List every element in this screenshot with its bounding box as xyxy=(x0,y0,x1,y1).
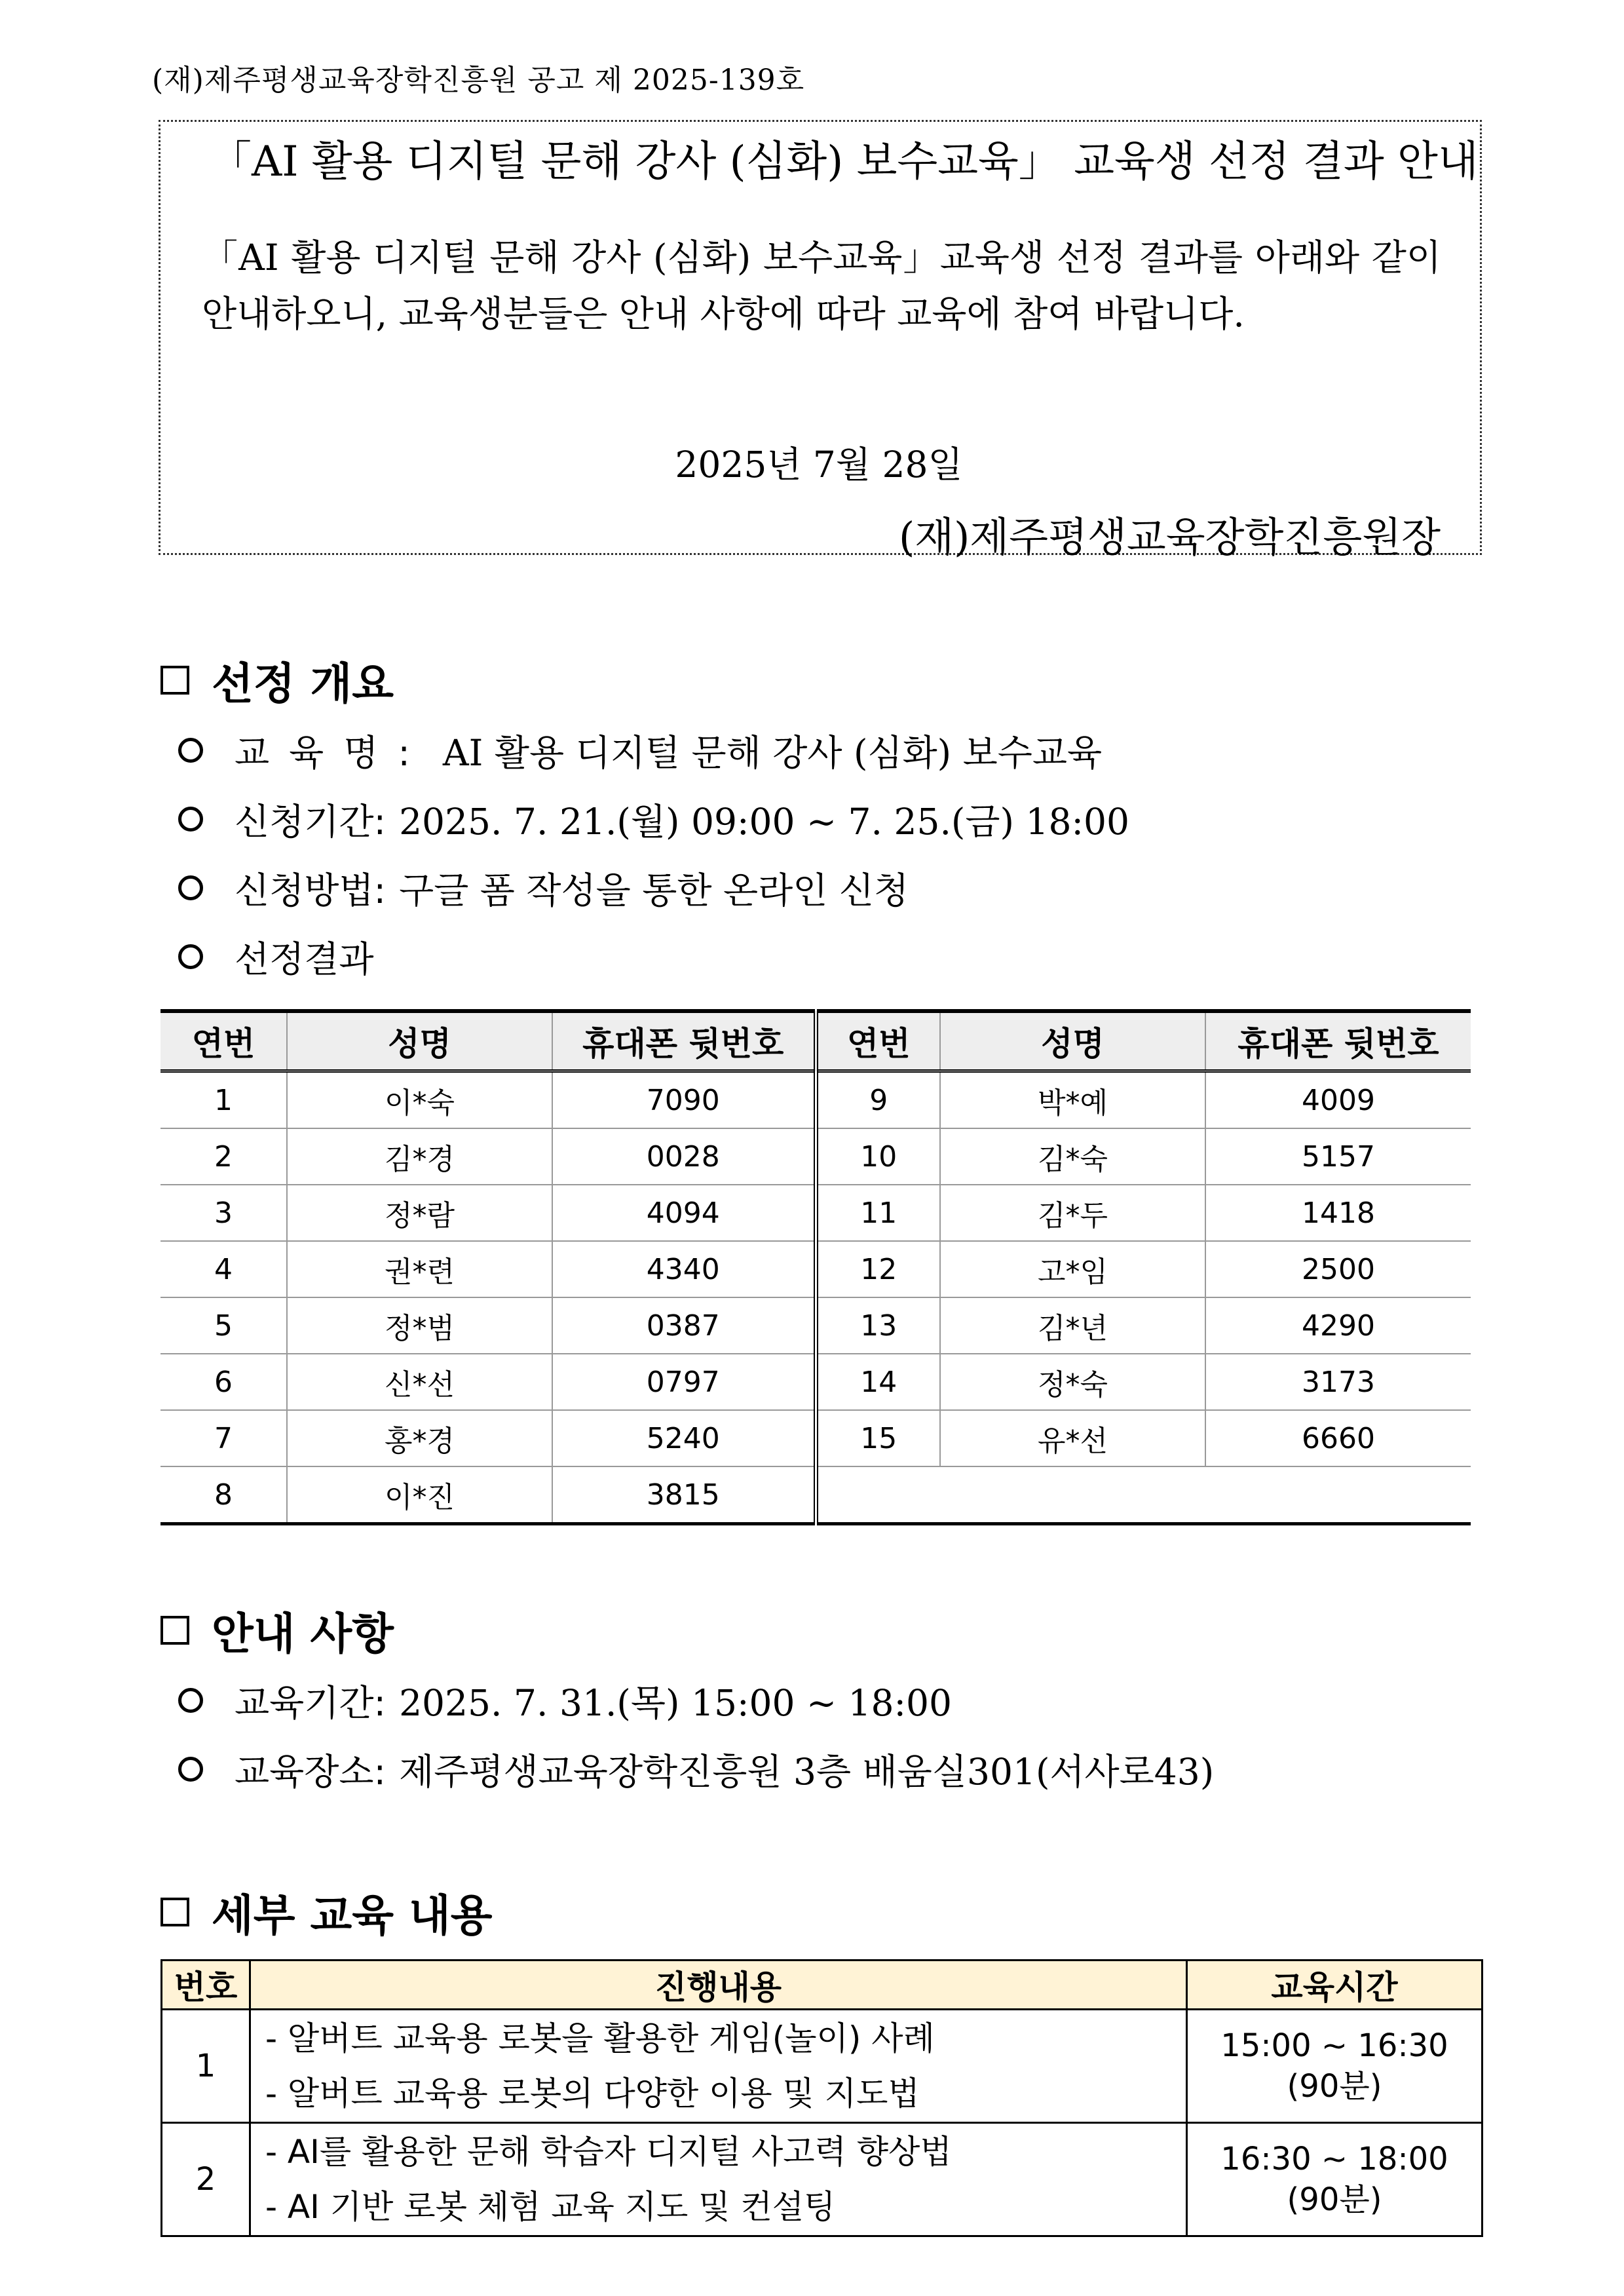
cell-name: 이*숙 xyxy=(287,1071,552,1129)
details-table xyxy=(161,1959,1483,2237)
cell-phone: 3815 xyxy=(552,1466,816,1524)
cell-number: 2 xyxy=(162,2123,250,2236)
notice-number: (재)제주평생교육장학진흥원 공고 제 2025-139호 xyxy=(152,64,805,97)
cell-name: 정*범 xyxy=(287,1297,552,1354)
cell-name: 권*련 xyxy=(287,1241,552,1297)
cell-content xyxy=(250,2123,1187,2236)
checkbox-square-icon xyxy=(161,666,189,695)
cell-phone: 0797 xyxy=(552,1354,816,1410)
content-line: - 알버트 교육용 로봇의 다양한 이용 및 지도법 xyxy=(265,2075,920,2113)
table-row xyxy=(161,1354,1471,1410)
column-header: 휴대폰 뒷번호 xyxy=(1205,1011,1471,1071)
table-row xyxy=(161,1410,1471,1466)
table-header-row xyxy=(162,1961,1482,2010)
item-value: 2025. 7. 21.(월) 09:00 ~ 7. 25.(금) 18:00 xyxy=(399,801,1129,843)
cell-name: 신*선 xyxy=(287,1354,552,1410)
cell-phone: 5240 xyxy=(552,1410,816,1466)
column-header: 번호 xyxy=(162,1961,250,2010)
column-header: 성명 xyxy=(287,1011,552,1071)
cell-name: 김*두 xyxy=(940,1185,1205,1241)
column-header: 연번 xyxy=(816,1011,940,1071)
selection-results-table xyxy=(161,1009,1471,1525)
item-label: 교육명: xyxy=(235,732,430,774)
checkbox-square-icon xyxy=(161,1616,189,1645)
section-heading-selection xyxy=(161,649,394,711)
cell-phone: 5157 xyxy=(1205,1128,1471,1185)
cell-number: 2 xyxy=(161,1128,287,1185)
cell-number: 14 xyxy=(816,1354,940,1410)
item-label: 선정결과 xyxy=(235,938,374,980)
checkbox-square-icon xyxy=(161,1898,189,1926)
selection-item-result xyxy=(178,930,374,982)
time-range: 15:00 ~ 16:30 xyxy=(1220,2027,1448,2064)
cell-phone: 4009 xyxy=(1205,1071,1471,1129)
cell-phone: 4094 xyxy=(552,1185,816,1241)
cell-phone: 0028 xyxy=(552,1128,816,1185)
circle-bullet-icon xyxy=(178,875,203,900)
table-row xyxy=(161,1185,1471,1241)
section-title: 세부 교육 내용 xyxy=(212,1890,493,1941)
announcement-date: 2025년 7월 28일 xyxy=(675,444,963,486)
table-row xyxy=(162,2010,1482,2123)
item-label: 신청방법: xyxy=(235,870,387,911)
cell-phone: 0387 xyxy=(552,1297,816,1354)
table-row xyxy=(161,1128,1471,1185)
cell-phone: 2500 xyxy=(1205,1241,1471,1297)
content-line: - 알버트 교육용 로봇을 활용한 게임(놀이) 사례 xyxy=(265,2019,935,2057)
announcement-title: 「AI 활용 디지털 문해 강사 (심화) 보수교육」 교육생 선정 결과 안내 xyxy=(210,138,1479,186)
section-heading-guide xyxy=(161,1599,394,1661)
cell-name: 정*숙 xyxy=(940,1354,1205,1410)
item-label: 교육기간: xyxy=(235,1682,387,1724)
cell-number: 9 xyxy=(816,1071,940,1129)
time-range: 16:30 ~ 18:00 xyxy=(1220,2141,1448,2177)
cell-name: 유*선 xyxy=(940,1410,1205,1466)
content-line: - AI 기반 로봇 체험 교육 지도 및 컨설팅 xyxy=(265,2188,836,2226)
cell-phone: 1418 xyxy=(1205,1185,1471,1241)
cell-number: 3 xyxy=(161,1185,287,1241)
empty-cell xyxy=(816,1466,1471,1524)
cell-number: 12 xyxy=(816,1241,940,1297)
selection-item-course xyxy=(178,724,1102,776)
content-line: - AI를 활용한 문해 학습자 디지털 사고력 향상법 xyxy=(265,2133,952,2171)
item-label: 신청기간: xyxy=(235,801,387,843)
item-value: 제주평생교육장학진흥원 3층 배움실301(서사로43) xyxy=(399,1751,1215,1793)
circle-bullet-icon xyxy=(178,738,203,763)
duration: (90분) xyxy=(1287,2181,1382,2218)
section-title: 안내 사항 xyxy=(212,1609,394,1659)
column-header: 연번 xyxy=(161,1011,287,1071)
cell-number: 1 xyxy=(162,2010,250,2123)
circle-bullet-icon xyxy=(178,807,203,832)
cell-phone: 7090 xyxy=(552,1071,816,1129)
column-header: 진행내용 xyxy=(250,1961,1187,2010)
cell-time xyxy=(1187,2010,1482,2123)
cell-phone: 3173 xyxy=(1205,1354,1471,1410)
cell-number: 5 xyxy=(161,1297,287,1354)
section-heading-details xyxy=(161,1881,493,1943)
selection-item-period xyxy=(178,793,1129,845)
cell-number: 4 xyxy=(161,1241,287,1297)
item-value: 구글 폼 작성을 통한 온라인 신청 xyxy=(399,870,909,911)
cell-name: 정*람 xyxy=(287,1185,552,1241)
cell-number: 15 xyxy=(816,1410,940,1466)
duration: (90분) xyxy=(1287,2068,1382,2105)
cell-number: 11 xyxy=(816,1185,940,1241)
cell-name: 김*경 xyxy=(287,1128,552,1185)
cell-number: 1 xyxy=(161,1071,287,1129)
cell-number: 8 xyxy=(161,1466,287,1524)
guide-item-place xyxy=(178,1743,1214,1795)
column-header: 휴대폰 뒷번호 xyxy=(552,1011,816,1071)
selection-item-method xyxy=(178,862,909,913)
cell-number: 10 xyxy=(816,1128,940,1185)
section-title: 선정 개요 xyxy=(212,659,394,709)
table-header-row xyxy=(161,1011,1471,1071)
table-row xyxy=(161,1071,1471,1129)
cell-content xyxy=(250,2010,1187,2123)
cell-number: 13 xyxy=(816,1297,940,1354)
cell-time xyxy=(1187,2123,1482,2236)
cell-phone: 4340 xyxy=(552,1241,816,1297)
cell-name: 박*예 xyxy=(940,1071,1205,1129)
item-value: AI 활용 디지털 문해 강사 (심화) 보수교육 xyxy=(442,732,1103,774)
circle-bullet-icon xyxy=(178,1688,203,1713)
item-label: 교육장소: xyxy=(235,1751,387,1793)
table-row xyxy=(162,2123,1482,2236)
table-row xyxy=(161,1241,1471,1297)
table-row xyxy=(161,1466,1471,1524)
guide-item-period xyxy=(178,1674,952,1726)
cell-phone: 6660 xyxy=(1205,1410,1471,1466)
announcement-body: 「AI 활용 디지털 문해 강사 (심화) 보수교육」교육생 선정 결과를 아래와 같이 안내하오니, 교육생분들은 안내 사항에 따라 교육에 참여 바랍니다. xyxy=(202,237,1441,335)
circle-bullet-icon xyxy=(178,944,203,969)
item-value: 2025. 7. 31.(목) 15:00 ~ 18:00 xyxy=(399,1682,953,1724)
circle-bullet-icon xyxy=(178,1757,203,1782)
column-header: 교육시간 xyxy=(1187,1961,1482,2010)
cell-name: 홍*경 xyxy=(287,1410,552,1466)
cell-name: 김*년 xyxy=(940,1297,1205,1354)
cell-number: 6 xyxy=(161,1354,287,1410)
cell-name: 고*임 xyxy=(940,1241,1205,1297)
column-header: 성명 xyxy=(940,1011,1205,1071)
cell-name: 이*진 xyxy=(287,1466,552,1524)
cell-name: 김*숙 xyxy=(940,1128,1205,1185)
table-row xyxy=(161,1297,1471,1354)
announcement-organization: (재)제주평생교육장학진흥원장 xyxy=(899,513,1441,561)
cell-number: 7 xyxy=(161,1410,287,1466)
cell-phone: 4290 xyxy=(1205,1297,1471,1354)
